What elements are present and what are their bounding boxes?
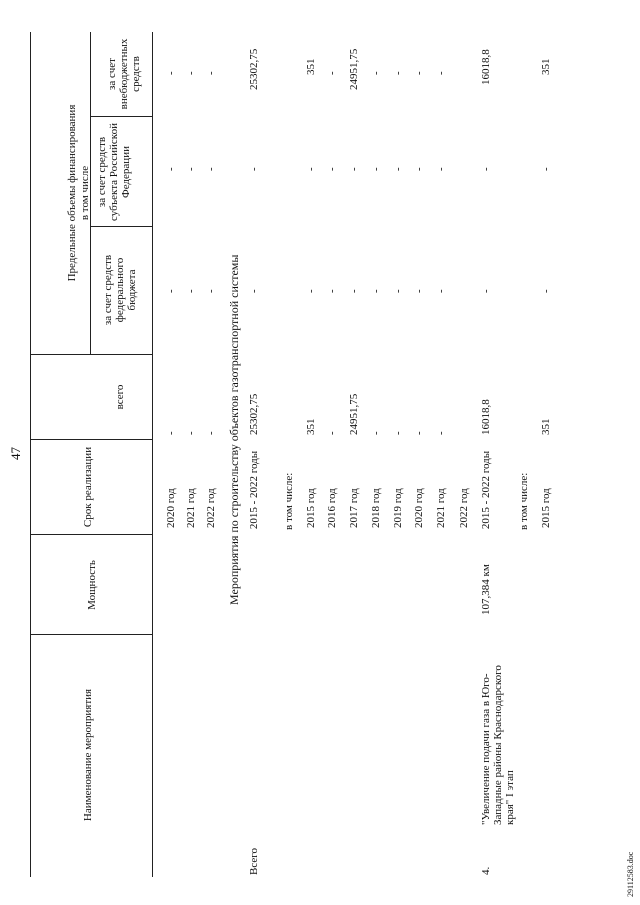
s2021-subject: - (435, 167, 447, 171)
s2016-total: - (326, 431, 338, 435)
total-row-total: 25302,75 (248, 393, 260, 435)
s2019-extra: - (392, 71, 404, 75)
section-title: Мероприятия по строительству объектов газотранспортной системы (227, 254, 241, 605)
i2015-period: 2015 год (540, 488, 552, 528)
row-2020-total: - (165, 431, 177, 435)
header-bottom-border (152, 32, 153, 877)
s2018-federal: - (370, 289, 382, 293)
s2016-extra: - (326, 71, 338, 75)
s2021-total: - (435, 431, 447, 435)
header-limits: Предельные объемы финансирования (66, 104, 78, 282)
header-including: в том числе (79, 165, 91, 221)
item4-subject: - (480, 167, 492, 171)
item4-extra: 16018,8 (480, 49, 492, 85)
s2019-period: 2019 год (392, 488, 404, 528)
col-sep-total-federal (30, 354, 152, 355)
item4-total: 16018,8 (480, 399, 492, 435)
s2018-extra: - (370, 71, 382, 75)
row-2020-period: 2020 год (165, 488, 177, 528)
s2015-period: 2015 год (305, 488, 317, 528)
header-federal: за счет средств федерального бюджета (102, 254, 138, 326)
s2019-federal: - (392, 289, 404, 293)
col-sep-subject-extra (90, 116, 152, 117)
i2015-subject: - (540, 167, 552, 171)
s2016-subject: - (326, 167, 338, 171)
s2017-extra: 24951,75 (348, 48, 360, 90)
s2017-federal: - (348, 289, 360, 293)
i2015-extra: 351 (540, 58, 552, 75)
s2015-total: 351 (305, 418, 317, 435)
total-row-period: 2015 - 2022 годы (248, 450, 260, 530)
row-2022-total: - (205, 431, 217, 435)
row-2020-subject: - (165, 167, 177, 171)
s2017-subject: - (348, 167, 360, 171)
s2016-period: 2016 год (326, 488, 338, 528)
incl2-label: в том числе: (518, 472, 530, 530)
s2018-subject: - (370, 167, 382, 171)
row-2022-subject: - (205, 167, 217, 171)
header-power: Мощность (86, 560, 98, 610)
s2020-total: - (413, 431, 425, 435)
footer-filename: 29112583.doc (626, 851, 635, 897)
s2017-total: 24951,75 (348, 393, 360, 435)
s2015-subject: - (305, 167, 317, 171)
s2020-subject: - (413, 167, 425, 171)
s2021-federal: - (435, 289, 447, 293)
item4-number: 4. (480, 866, 492, 875)
s2022-period: 2022 год (458, 488, 470, 528)
header-total: всего (114, 384, 126, 410)
s2017-period: 2017 год (348, 488, 360, 528)
header-name: Наименование мероприятия (82, 688, 94, 822)
item4-period: 2015 - 2022 годы (480, 450, 492, 530)
s2020-extra: - (413, 71, 425, 75)
row-2021-total: - (185, 431, 197, 435)
row-2022-federal: - (205, 289, 217, 293)
row-2021-subject: - (185, 167, 197, 171)
incl-label: в том числе: (283, 472, 295, 530)
i2015-total: 351 (540, 418, 552, 435)
header-extra: за счет внебюджетных средств (106, 38, 142, 110)
row-2022-period: 2022 год (205, 488, 217, 528)
s2015-federal: - (305, 289, 317, 293)
item4-power: 107,384 км (480, 564, 492, 615)
total-row-extra: 25302,75 (248, 48, 260, 90)
s2018-period: 2018 год (370, 488, 382, 528)
row-2020-extra: - (165, 71, 177, 75)
total-row-federal: - (248, 289, 260, 293)
s2019-subject: - (392, 167, 404, 171)
s2020-period: 2020 год (413, 488, 425, 528)
item4-federal: - (480, 289, 492, 293)
s2021-period: 2021 год (435, 488, 447, 528)
row-2021-federal: - (185, 289, 197, 293)
item4-name: "Увеличение подачи газа в Юго-Западные районы Краснодарского края" I этап (480, 665, 516, 825)
s2019-total: - (392, 431, 404, 435)
table-top-border (30, 32, 31, 877)
col-sep-period-total (30, 439, 152, 440)
header-period: Срок реализации (82, 446, 94, 528)
row-2021-extra: - (185, 71, 197, 75)
col-sep-power-period (30, 534, 152, 535)
total-row-subject: - (248, 167, 260, 171)
total-row-name: Всего (248, 848, 260, 875)
s2016-federal: - (326, 289, 338, 293)
row-2021-period: 2021 год (185, 488, 197, 528)
row-2020-federal: - (165, 289, 177, 293)
s2020-federal: - (413, 289, 425, 293)
s2021-extra: - (435, 71, 447, 75)
col-sep-federal-subject (90, 226, 152, 227)
s2015-extra: 351 (305, 58, 317, 75)
row-2022-extra: - (205, 71, 217, 75)
s2018-total: - (370, 431, 382, 435)
i2015-federal: - (540, 289, 552, 293)
header-subject: за счет средств субъекта Российской Федерации (96, 123, 132, 221)
page-number: 47 (8, 447, 23, 460)
